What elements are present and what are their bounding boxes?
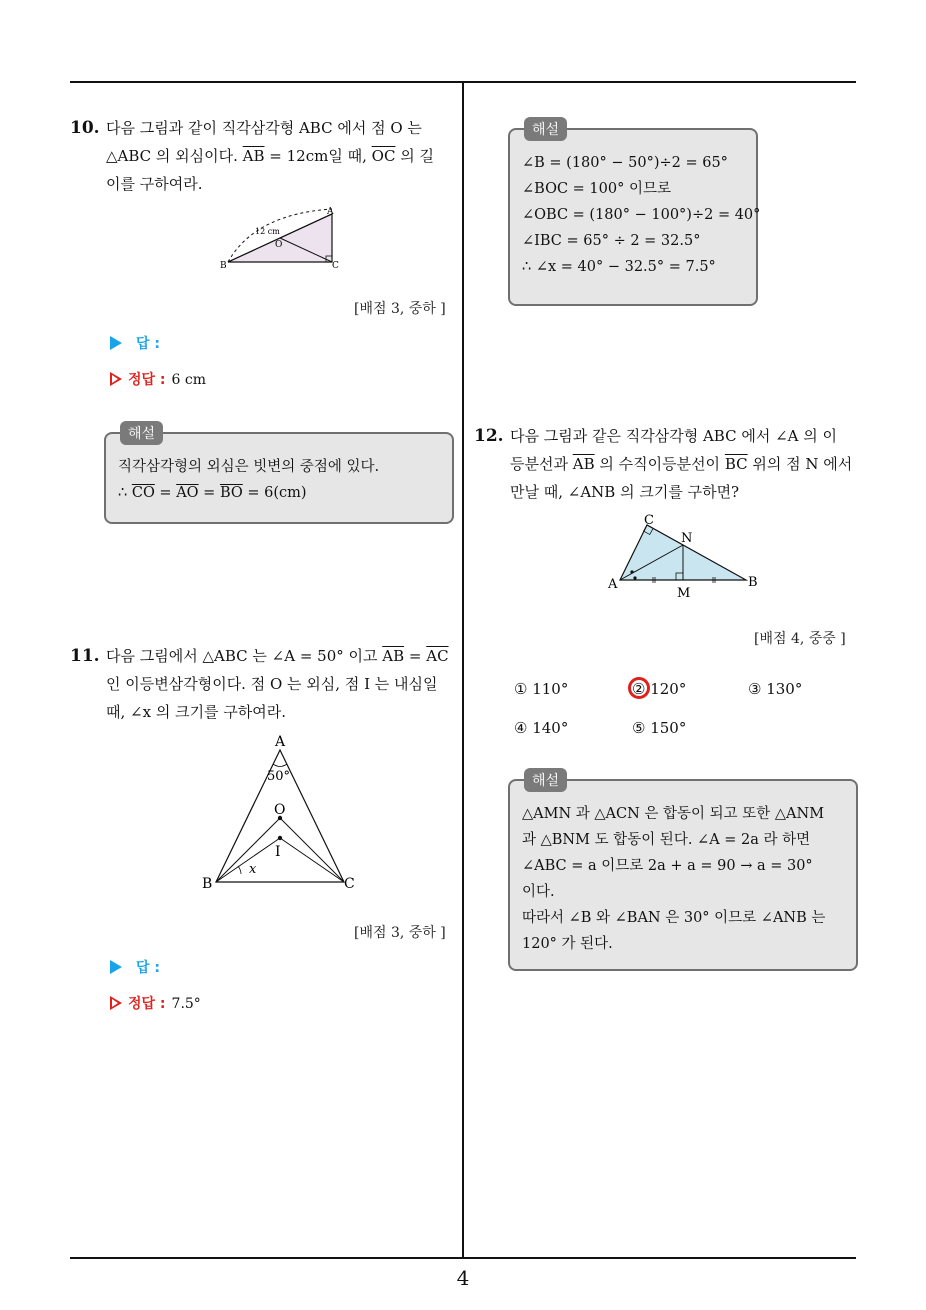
fig10-label-c: C [332,261,339,271]
problem-11-correct-row: 정답 : 7.5° [110,993,201,1013]
fig11-label-c: C [344,876,355,892]
solution-line: ∠B = (180° − 50°)÷2 = 65° [522,155,728,171]
column-divider [462,82,464,1258]
choice-2[interactable]: ② 120° [632,680,687,698]
fig11-label-o: O [274,802,286,818]
solution-tag: 해설 [120,421,163,445]
problem-11-figure [200,730,362,895]
page-number: 4 [456,1266,470,1290]
solution-line: 직각삼각형의 외심은 빗변의 중점에 있다. [118,459,380,475]
solution-line: △AMN 과 △ACN 은 합동이 되고 또한 △ANM [522,806,825,822]
fig11-label-x: x [249,862,257,877]
bottom-rule [70,1257,856,1259]
fig10-label-o: O [275,240,283,250]
play-icon [110,336,122,350]
problem-11-number: 11. [70,646,100,666]
problem-10-figure [215,200,345,272]
choice-4[interactable]: ④ 140° [514,719,569,737]
problem-10-text [106,114,454,198]
fig12-label-c: C [644,513,654,528]
problem-11-score: [배점 3, 중하 ] [354,925,446,941]
solution-tag: 해설 [524,768,567,792]
fig12-label-a: A [608,577,618,592]
solution-line: 따라서 ∠B 와 ∠BAN 은 30° 이므로 ∠ANB 는 [522,910,826,926]
solution-line: 이다. [522,884,555,900]
problem-10-correct-row: 정답 : 6 cm [110,369,206,389]
problem-10-number: 10. [70,118,100,138]
fig10-label-length: 12 cm [255,227,280,236]
solution-line: 120° 가 된다. [522,936,613,952]
solution-line: ∠IBC = 65° ÷ 2 = 32.5° [522,233,701,249]
problem-10-line1: 다음 그림과 같이 직각삼각형 ABC 에서 점 O 는 [106,119,422,137]
solution-line: ∠ABC = a 이므로 2a + a = 90 → a = 30° [522,858,813,874]
fig11-label-angle: 50° [267,769,291,784]
fig11-label-i: I [275,844,281,860]
solution-line: ∴ $\overline{CO} = \overline{AO} = \overline{BO} = 6(cm)$ [118,485,307,501]
problem-12-number: 12. [474,426,504,446]
problem-10-line3: 이를 구하여라. [106,175,203,193]
problem-12-line2: 등분선과 $\overline{AB}$ 의 수직이등분선이 $\overline{BC}$ 위의 점 N 에서 [510,455,853,473]
problem-12-figure [600,510,770,602]
correct-choice-circle-icon [628,677,650,699]
problem-10-score: [배점 3, 중하 ] [354,301,446,317]
choice-1[interactable]: ① 110° [514,680,569,698]
problem-12-line1: 다음 그림과 같은 직각삼각형 ABC 에서 ∠A 의 이 [510,427,837,445]
problem-11-line3: 때, ∠x 의 크기를 구하여라. [106,703,287,721]
fig11-label-b: B [202,876,213,892]
solution-line: 과 △BNM 도 합동이 된다. ∠A = 2a 라 하면 [522,832,811,848]
problem-12-text [510,422,858,506]
problem-10-solution-box [104,426,454,524]
problem-12-score: [배점 4, 중중 ] [754,631,846,647]
fig10-label-b: B [220,261,227,271]
fig10-label-a: A [327,207,334,217]
solution-line: ∠BOC = 100° 이므로 [522,181,671,197]
problem-10-answer-row: 답 : [110,333,160,353]
problem-11-solution-box [508,122,761,306]
solution-line: ∠OBC = (180° − 100°)÷2 = 40° [522,207,761,223]
play-icon [110,960,122,974]
fig11-label-a: A [275,734,286,750]
problem-11-line2: 인 이등변삼각형이다. 점 O 는 외심, 점 I 는 내심일 [106,675,438,693]
problem-10-line2: △ABC 의 외심이다. $\overline{AB} = 12cm$일 때, $\overline{OC}$ 의 길 [106,147,434,165]
problem-12-line3: 만날 때, ∠ANB 의 크기를 구하면? [510,483,740,501]
choice-5[interactable]: ⑤ 150° [632,719,687,737]
solution-line: ∴ ∠x = 40° − 32.5° = 7.5° [522,259,716,275]
choice-3[interactable]: ③ 130° [748,680,803,698]
problem-11-text [106,642,456,726]
problem-11-line1: 다음 그림에서 △ABC 는 ∠A = 50° 이고 $\overline{AB} = \overline{AC}$ [106,647,449,665]
solution-tag: 해설 [524,117,567,141]
outline-triangle-icon [110,996,122,1010]
fig12-label-n: N [681,531,693,546]
problem-11-answer-row: 답 : [110,957,160,977]
fig12-label-b: B [748,575,758,590]
outline-triangle-icon [110,372,122,386]
fig12-label-m: M [677,586,691,601]
problem-12-solution-box [508,773,858,971]
